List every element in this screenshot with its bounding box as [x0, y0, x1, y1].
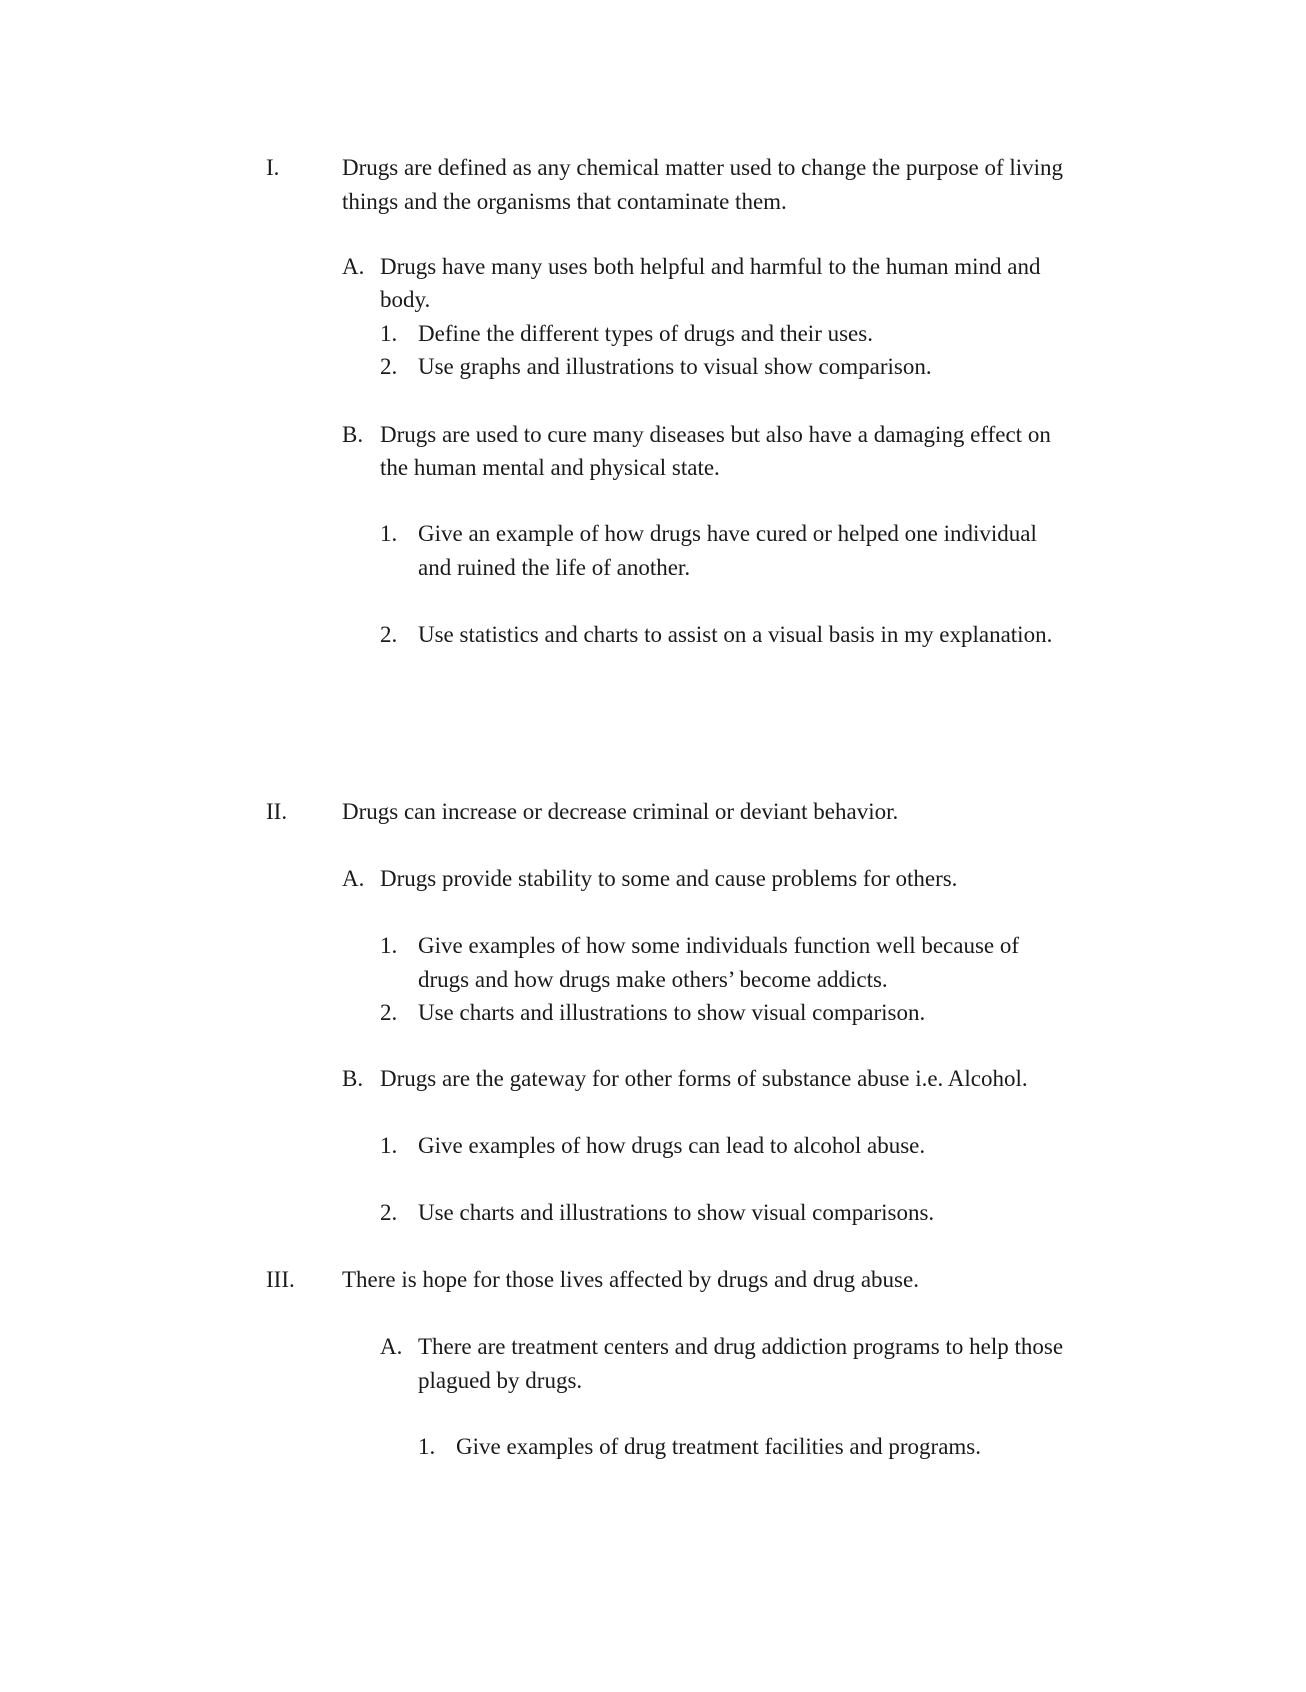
section-2b-item-2-text: Use charts and illustrations to show visual comparisons. — [418, 1200, 935, 1225]
section-2b-text-line-1: Drugs are the gateway for other forms of substance abuse i.e. Alcohol. — [380, 1066, 1028, 1091]
section-1a-text-line-1: Drugs have many uses both helpful and harmful to the human mind and — [380, 254, 1041, 279]
section-2-text-line-1: Drugs can increase or decrease criminal or deviant behavior. — [342, 799, 899, 824]
section-1a-item-1-number: 1. — [380, 321, 398, 346]
section-1a-item-2-text: Use graphs and illustrations to visual show comparison. — [418, 354, 932, 379]
section-1b-item-1-number: 1. — [380, 521, 398, 546]
section-1-text-line-2: things and the organisms that contaminate them. — [342, 189, 787, 214]
section-3-text-line-1: There is hope for those lives affected by drugs and drug abuse. — [342, 1267, 919, 1292]
section-3a-item-1-text: Give examples of drug treatment facilities and programs. — [456, 1434, 981, 1459]
section-3-numeral: III. — [266, 1267, 295, 1292]
section-1b-text-line-1: Drugs are used to cure many diseases but also have a damaging effect on — [380, 422, 1051, 447]
section-1-text-line-1: Drugs are defined as any chemical matter used to change the purpose of living — [342, 155, 1064, 180]
section-2b-item-1-text: Give examples of how drugs can lead to alcohol abuse. — [418, 1133, 926, 1158]
section-1a-letter: A. — [342, 254, 365, 279]
section-2b-letter: B. — [342, 1066, 364, 1091]
section-2-numeral: II. — [266, 799, 288, 824]
section-2b-item-2-number: 2. — [380, 1200, 398, 1225]
section-2a-item-1-number: 1. — [380, 933, 398, 958]
section-2a-item-1-text-line-1: Give examples of how some individuals function well because of — [418, 933, 1020, 958]
section-1a-item-2-number: 2. — [380, 354, 398, 379]
section-1b-text-line-2: the human mental and physical state. — [380, 455, 720, 480]
section-3a-item-1-number: 1. — [418, 1434, 436, 1459]
section-3a-text-line-2: plagued by drugs. — [418, 1368, 583, 1393]
section-2a-letter: A. — [342, 866, 365, 891]
section-1-numeral: I. — [266, 155, 280, 180]
section-2b-item-1-number: 1. — [380, 1133, 398, 1158]
section-2a-item-1-text-line-2: drugs and how drugs make others’ become addicts. — [418, 967, 888, 992]
section-1a-item-1-text: Define the different types of drugs and their uses. — [418, 321, 873, 346]
section-2a-item-2-text: Use charts and illustrations to show visual comparison. — [418, 1000, 926, 1025]
section-1b-item-1-text-line-1: Give an example of how drugs have cured or helped one individual — [418, 521, 1037, 546]
section-1b-item-1-text-line-2: and ruined the life of another. — [418, 555, 691, 580]
section-1b-item-2-text: Use statistics and charts to assist on a visual basis in my explanation. — [418, 622, 1053, 647]
section-1a-text-line-2: body. — [380, 287, 431, 312]
section-3a-text-line-1: There are treatment centers and drug addiction programs to help those — [418, 1334, 1064, 1359]
section-1b-letter: B. — [342, 422, 364, 447]
section-3a-letter: A. — [380, 1334, 403, 1359]
section-1b-item-2-number: 2. — [380, 622, 398, 647]
section-2a-item-2-number: 2. — [380, 1000, 398, 1025]
section-2a-text-line-1: Drugs provide stability to some and cause problems for others. — [380, 866, 958, 891]
